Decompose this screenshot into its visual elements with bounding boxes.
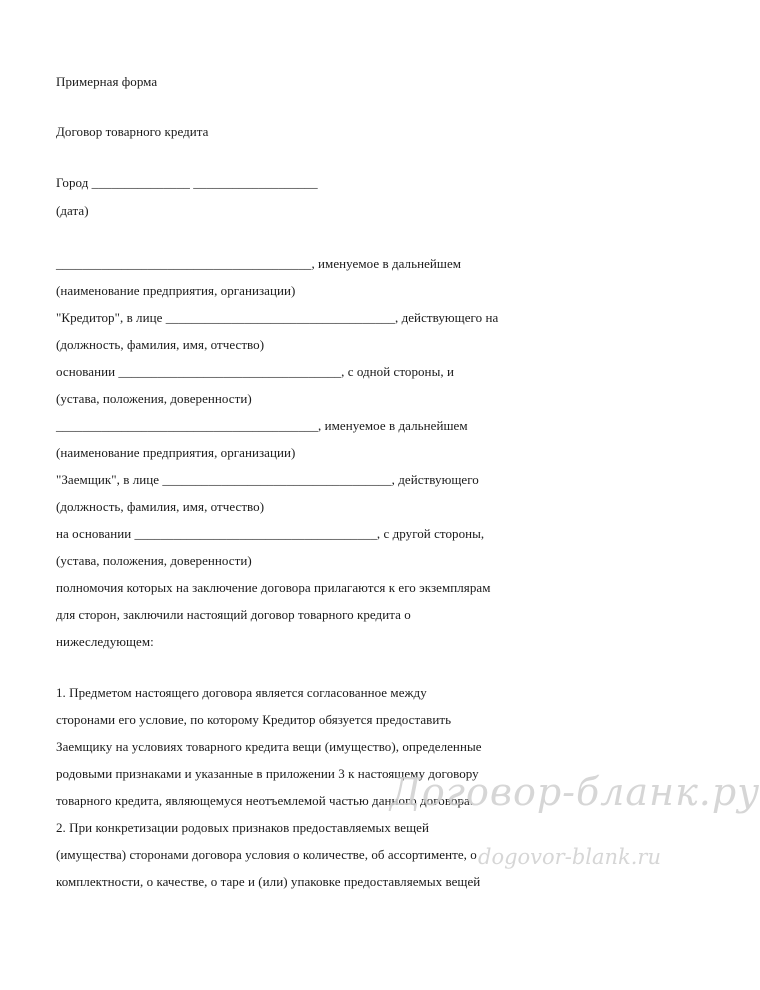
preamble-line: нижеследующем: — [56, 634, 154, 649]
watermark-brand: Договор-бланк.ру — [390, 770, 760, 814]
party1-name-hint: (наименование предприятия, организации) — [56, 283, 296, 298]
party1-name-line: _______________________________________, именуемое в дальнейшем — [56, 256, 462, 271]
clause2-line: 2. При конкретизации родовых признаков предоставляемых вещей — [56, 820, 429, 835]
party2-basis-line: на основании _____________________________________, с другой стороны, — [56, 526, 485, 541]
clause1-line: товарного кредита, являющемуся неотъемлемой частью данного договора. — [56, 793, 474, 808]
preamble-line: полномочия которых на заключение договора прилагаются к его экземплярам — [56, 580, 491, 595]
clause1-line: 1. Предметом настоящего договора является согласованное между — [56, 685, 427, 700]
clause2-line: комплектности, о качестве, о таре и (или) упаковке предоставляемых вещей — [56, 874, 481, 889]
clause1-line: сторонами его условие, по которому Кредитор обязуется предоставить — [56, 712, 452, 727]
party1-representative-line: "Кредитор", в лице ___________________________________, действующего на — [56, 310, 499, 325]
watermark-url: dogovor-blank.ru — [478, 845, 661, 869]
clause2-line: (имущества) сторонами договора условия о количестве, об ассортименте, о — [56, 847, 477, 862]
party2-name-line: ________________________________________, именуемое в дальнейшем — [56, 418, 468, 433]
clause1-line: Заемщику на условиях товарного кредита вещи (имущество), определенные — [56, 739, 482, 754]
party1-basis-line: основании __________________________________, с одной стороны, и — [56, 364, 454, 379]
party2-name-hint: (наименование предприятия, организации) — [56, 445, 296, 460]
party1-representative-hint: (должность, фамилия, имя, отчество) — [56, 337, 265, 352]
party2-basis-hint: (устава, положения, доверенности) — [56, 553, 252, 568]
party2-representative-line: "Заемщик", в лице ___________________________________, действующего — [56, 472, 479, 487]
party2-representative-hint: (должность, фамилия, имя, отчество) — [56, 499, 265, 514]
city-line: Город _______________ ___________________ — [56, 175, 318, 190]
form-label: Примерная форма — [56, 74, 158, 89]
clause1-line: родовыми признаками и указанные в приложении 3 к настоящему договору — [56, 766, 479, 781]
document-title: Договор товарного кредита — [56, 124, 209, 139]
preamble-line: для сторон, заключили настоящий договор товарного кредита о — [56, 607, 411, 622]
party1-basis-hint: (устава, положения, доверенности) — [56, 391, 252, 406]
date-hint: (дата) — [56, 203, 89, 218]
